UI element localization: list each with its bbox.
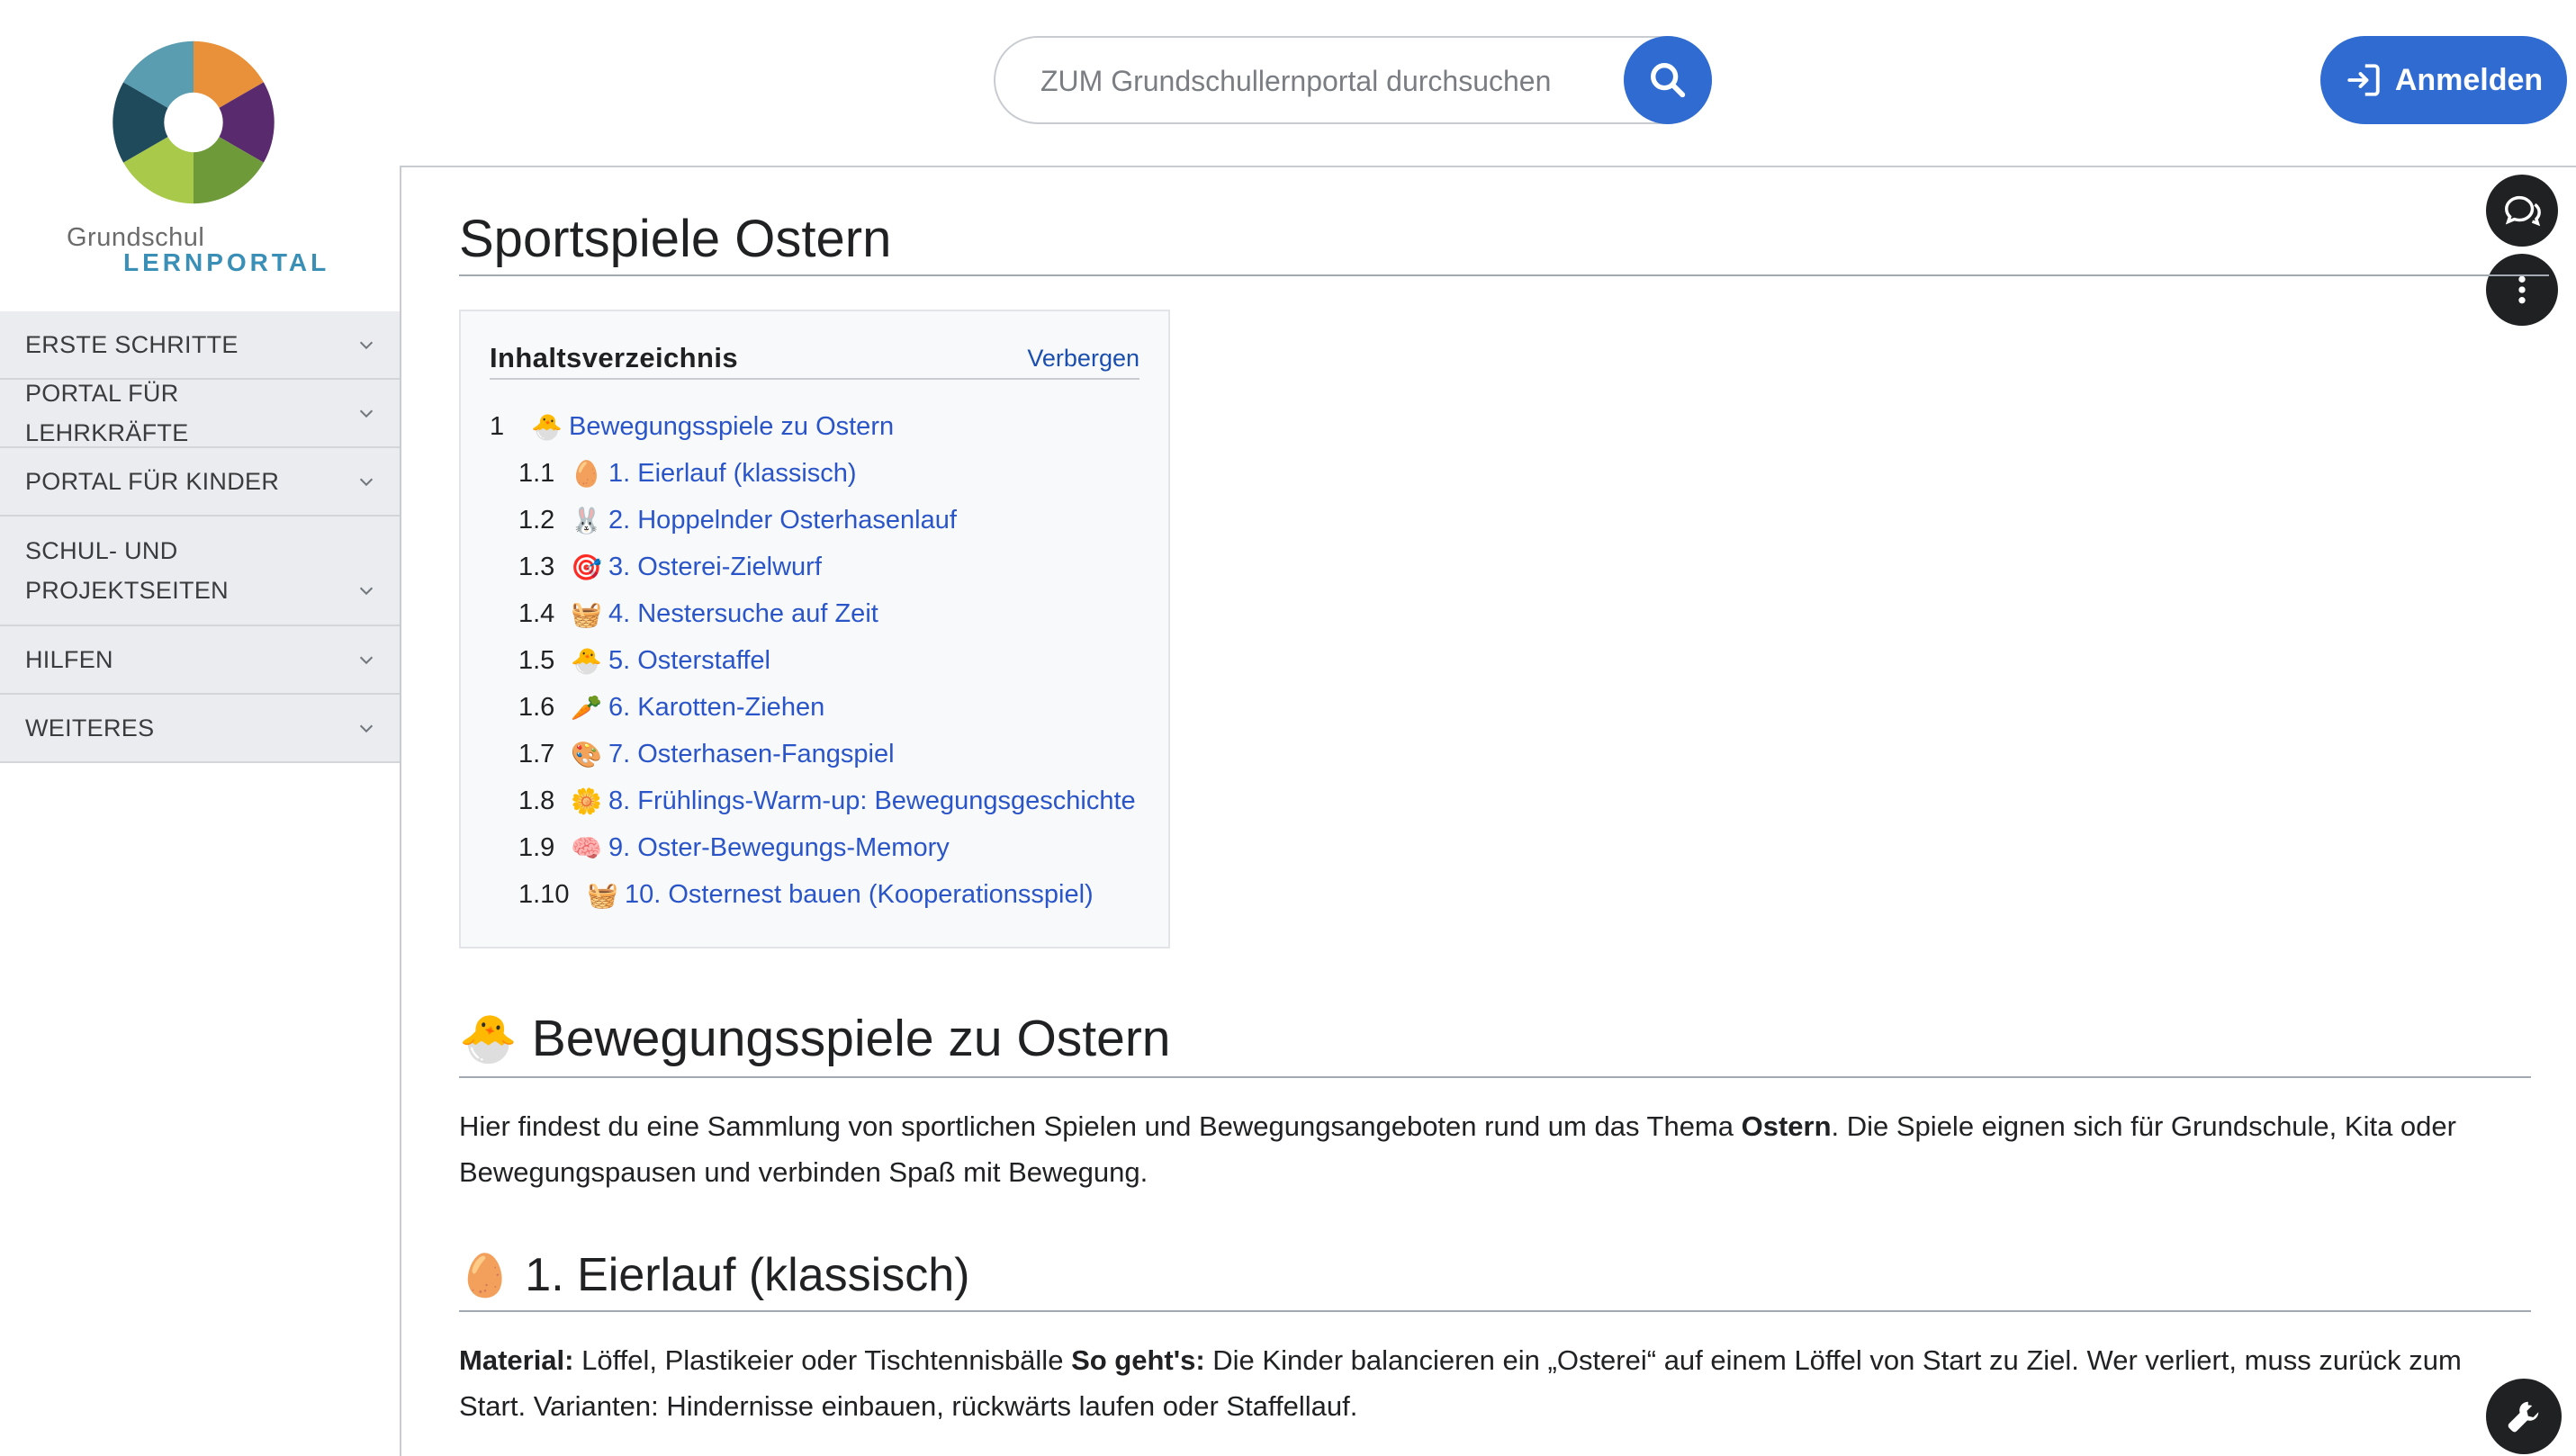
tools-button[interactable]: [2486, 1379, 2562, 1454]
toc-link[interactable]: 1. Eierlauf (klassisch): [608, 458, 857, 488]
chevron-down-icon: [356, 718, 376, 738]
table-of-contents: [459, 310, 1170, 948]
toc-link[interactable]: 10. Osternest bauen (Kooperationsspiel): [625, 879, 1094, 909]
hatching-chick-icon: 🐣: [531, 412, 563, 441]
toc-link[interactable]: 4. Nestersuche auf Zeit: [608, 598, 878, 628]
toc-link[interactable]: Bewegungsspiele zu Ostern: [569, 411, 895, 441]
toc-item[interactable]: [490, 637, 1139, 684]
toc-list: [490, 403, 1139, 918]
search-button[interactable]: [1624, 36, 1712, 124]
login-label: Anmelden: [2394, 62, 2544, 97]
toc-number: 1.9: [518, 832, 555, 862]
toc-item[interactable]: [490, 731, 1139, 777]
egg-icon: 🥚: [459, 1251, 511, 1299]
toc-link[interactable]: 5. Osterstaffel: [608, 645, 770, 675]
section-heading-text: 1. Eierlauf (klassisch): [525, 1249, 970, 1301]
toc-item[interactable]: [490, 824, 1139, 871]
logo-text-lernportal: LERNPORTAL: [123, 248, 330, 276]
intro-paragraph: [459, 1103, 2529, 1195]
toc-number: 1.4: [518, 598, 555, 628]
hatching-chick-icon: 🐣: [459, 1012, 518, 1065]
toc-number: 1.10: [518, 879, 570, 909]
eierlauf-paragraph: [459, 1337, 2529, 1429]
toc-number: 1.7: [518, 739, 555, 768]
page-title: Sportspiele Ostern: [459, 209, 2549, 276]
search-icon: [1647, 59, 1689, 101]
sidebar-item-schul-projektseiten[interactable]: [0, 517, 400, 626]
toc-title: Inhaltsverzeichnis: [490, 342, 738, 373]
rabbit-icon: 🐰: [571, 506, 602, 535]
target-icon: 🎯: [571, 553, 602, 581]
toc-item[interactable]: [490, 544, 1139, 590]
palette-icon: 🎨: [571, 740, 602, 768]
intro-text: Hier findest du eine Sammlung von sportlichen Spielen und Bewegungsangeboten rund um das Thema: [459, 1110, 1742, 1142]
toc-item[interactable]: [490, 403, 1139, 450]
search-input[interactable]: [1039, 58, 1582, 104]
sidebar-item-label: WEITERES: [25, 715, 155, 741]
toc-number: 1.8: [518, 786, 555, 815]
chevron-down-icon: [356, 335, 376, 355]
toc-number: 1.6: [518, 692, 555, 722]
chevron-down-icon: [356, 472, 376, 491]
chevron-down-icon: [356, 403, 376, 423]
toc-link[interactable]: 7. Osterhasen-Fangspiel: [608, 739, 895, 768]
sidebar-item-label: ERSTE SCHRITTE: [25, 331, 239, 358]
toc-number: 1.1: [518, 458, 555, 488]
sidebar-item-portal-lehrkraefte[interactable]: [0, 380, 400, 448]
toc-toggle-link[interactable]: Verbergen: [1027, 344, 1139, 372]
intro-bold: Ostern: [1741, 1110, 1832, 1142]
brain-icon: 🧠: [571, 833, 602, 862]
sidebar-item-portal-kinder[interactable]: [0, 448, 400, 517]
sidebar-item-label: PORTAL FÜR LEHRKRÄFTE: [25, 380, 189, 446]
section-heading-bewegungsspiele: [459, 1001, 2531, 1078]
material-text: Löffel, Plastikeier oder Tischtennisbälle: [573, 1344, 1072, 1376]
sidebar-item-label: HILFEN: [25, 646, 113, 673]
login-button[interactable]: [2320, 36, 2567, 124]
chevron-down-icon: [356, 580, 376, 600]
main-content: [400, 166, 2576, 1456]
section-heading-text: Bewegungsspiele zu Ostern: [531, 1010, 1171, 1067]
search-box: [994, 36, 1712, 124]
logo-flower-icon: [108, 32, 279, 212]
material-label: Material:: [459, 1344, 574, 1376]
sidebar-item-label: PORTAL FÜR KINDER: [25, 468, 280, 495]
toc-item[interactable]: [490, 777, 1139, 824]
section-heading-eierlauf: [459, 1240, 2531, 1312]
site-logo[interactable]: [56, 27, 330, 288]
basket-icon: 🧺: [571, 599, 602, 628]
toc-item[interactable]: [490, 497, 1139, 544]
toc-number: 1.3: [518, 552, 555, 581]
intro-text: . Die Spiele eignen sich für Grundschule, Kita oder Bewegungspausen und verbinden Spaß mit Bewegung.: [459, 1110, 2456, 1188]
toc-link[interactable]: 2. Hoppelnder Osterhasenlauf: [608, 505, 957, 535]
blossom-icon: 🌼: [571, 786, 602, 815]
toc-link[interactable]: 9. Oster-Bewegungs-Memory: [608, 832, 950, 862]
chevron-down-icon: [356, 650, 376, 670]
basket-icon: 🧺: [587, 880, 618, 909]
howto-label: So geht's:: [1071, 1344, 1205, 1376]
toc-item[interactable]: [490, 450, 1139, 497]
howto-text: Die Kinder balancieren ein „Osterei“ auf einem Löffel von Start zu Ziel. Wer verliert, muss zurück zum Start. Varianten: Hindernisse einbauen, rückwärts laufen oder Staffellauf.: [459, 1344, 2462, 1422]
hatching-chick-icon: 🐣: [571, 646, 602, 675]
toc-number: 1.2: [518, 505, 555, 535]
wrench-icon: [2503, 1396, 2544, 1437]
toc-number: 1.5: [518, 645, 555, 675]
sidebar-item-weiteres[interactable]: [0, 695, 400, 763]
toc-item[interactable]: [490, 684, 1139, 731]
toc-link[interactable]: 3. Osterei-Zielwurf: [608, 552, 822, 581]
toc-header: [490, 342, 1139, 380]
sidebar-item-label: SCHUL- UND PROJEKTSEITEN: [25, 537, 229, 604]
toc-item[interactable]: [490, 590, 1139, 637]
toc-link[interactable]: 8. Frühlings-Warm-up: Bewegungsgeschichte: [608, 786, 1136, 815]
sidebar-nav: [0, 311, 400, 763]
sidebar-item-hilfen[interactable]: [0, 626, 400, 695]
toc-item[interactable]: [490, 871, 1139, 918]
toc-link[interactable]: 6. Karotten-Ziehen: [608, 692, 825, 722]
carrot-icon: 🥕: [571, 693, 602, 722]
toc-number: 1: [490, 411, 505, 441]
egg-icon: 🥚: [571, 459, 602, 488]
login-icon: [2345, 61, 2382, 99]
logo-text-grundschul: Grundschul: [67, 223, 205, 252]
sidebar-item-erste-schritte[interactable]: [0, 311, 400, 380]
